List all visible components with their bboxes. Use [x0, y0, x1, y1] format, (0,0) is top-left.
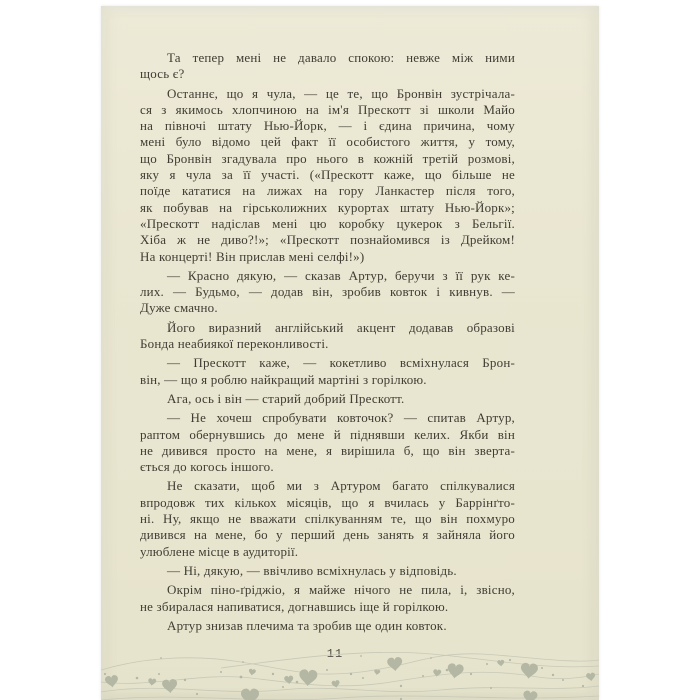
text-line: не дивився просто на мене, я вирішила б, що він зверта-	[140, 442, 515, 458]
heart-icon	[148, 678, 157, 686]
garland-dot	[422, 675, 424, 677]
hearts-garland	[101, 644, 599, 700]
wave-line	[101, 686, 599, 692]
text-line: він, — що я роблю найкращий мартіні з горілкою.	[140, 371, 427, 387]
text-line: Не сказати, щоб ми з Артуром багато спілкувалися	[167, 478, 515, 494]
text-line: не збиралася напиватися, догнавшись іще й горілкою.	[140, 598, 449, 614]
text-line: поїде кататися на лижах на гору Ланкастер після того,	[140, 183, 515, 199]
paragraph	[140, 391, 515, 407]
garland-dot	[296, 681, 299, 684]
paragraph	[140, 618, 515, 634]
garland-dot	[400, 685, 402, 687]
garland-dot	[196, 693, 198, 695]
garland-dot	[220, 671, 222, 673]
garland-dot	[326, 669, 328, 671]
paragraph	[140, 50, 515, 83]
garland-dot	[562, 679, 564, 681]
heart-icon	[105, 675, 120, 689]
heart-icon	[497, 660, 505, 667]
heart-icon	[162, 679, 178, 694]
heart-icon	[523, 690, 538, 700]
text-line: На концерті! Він прислав мені селфі!»)	[140, 248, 365, 264]
garland-dot	[104, 673, 106, 675]
paragraph	[140, 563, 515, 579]
paragraph	[140, 410, 515, 475]
paragraph	[140, 478, 515, 559]
text-line: «Прескотт надіслав мені цю коробку цукерок з Бельгії.	[140, 215, 515, 231]
garland-dot	[541, 667, 543, 669]
paragraph	[140, 86, 515, 265]
garland-dot	[362, 677, 364, 679]
heart-icon	[248, 668, 256, 676]
garland-dot	[272, 673, 274, 675]
text-line: мені було відомо цей факт її особистого життя, у тому,	[140, 134, 515, 150]
text-line: на півночі штату Нью-Йорк, — і єдина причина, чому	[140, 118, 515, 134]
text-line: Останнє, що я чула, — це те, що Бронвін зустрічала-	[167, 85, 515, 101]
text-line: — Красно дякую, — сказав Артур, беручи з її рук ке-	[167, 267, 515, 283]
text-line: Ага, ось і він — старий добрий Прескотт.	[167, 390, 405, 406]
page-number: 11	[326, 647, 344, 661]
text-line: ся з якимось хлопчиною на ім'я Прескотт зі школи Майо	[140, 101, 515, 117]
text-line: дивився на мене, бо у перший день занять я зайняла його	[140, 527, 515, 543]
text-line: — Не хочеш спробувати ковточок? — спитав Артур,	[167, 410, 515, 426]
garland-dot	[184, 679, 186, 681]
text-line: яку я чула за її участі. («Прескотт каже, що більше не	[140, 167, 515, 183]
heart-icon	[586, 672, 596, 681]
text-line: Його виразний англійський акцент додавав образові	[167, 319, 515, 335]
text-line: раптом обернувшись до мене й піднявши келих. Якби він	[140, 426, 515, 442]
text-line: щось є?	[140, 66, 185, 82]
garland-dot	[282, 686, 284, 688]
garland-dot	[360, 655, 362, 657]
text-line: Окрім піно-ґріджіо, я майже нічого не пила, і, звісно,	[167, 582, 515, 598]
garland-dot	[486, 663, 488, 665]
text-line: Дуже смачно.	[140, 300, 218, 316]
garland-dot	[509, 659, 511, 661]
text-line: — Ні, дякую, — ввічливо всміхнулась у відповідь.	[167, 562, 457, 578]
text-line: ні. Ну, якщо не вважати спілкуванням те, що він похмуро	[140, 511, 515, 527]
garland-dot	[430, 657, 432, 659]
garland-dot	[242, 661, 244, 663]
paragraph	[140, 268, 515, 317]
garland-dot	[136, 677, 139, 680]
heart-icon	[241, 689, 259, 700]
text-line: Артур знизав плечима та зробив ще один ковток.	[167, 617, 447, 633]
wave-line	[221, 652, 599, 668]
paragraph	[140, 355, 515, 388]
paragraph	[140, 320, 515, 353]
text-line: впродовж тих кількох місяців, що я вчилась у Баррінґто-	[140, 494, 515, 510]
garland-dot	[490, 687, 492, 689]
garland-dot	[470, 673, 472, 675]
text-line: Хіба ж не диво?!»; «Прескотт познайомився із Дрейком!	[140, 232, 515, 248]
text-line: ється до когось іншого.	[140, 459, 274, 475]
text-line: Бонда неабиякої переконливості.	[140, 336, 329, 352]
garland-dot	[552, 674, 554, 676]
heart-icon	[331, 680, 340, 689]
text-line: що Бронвін згадувала про нього в кожній третій розмові,	[140, 150, 515, 166]
heart-icon	[374, 669, 381, 675]
heart-icon	[387, 657, 403, 672]
text-line: — Прескотт каже, — кокетливо всміхнулася Брон-	[167, 355, 515, 371]
text-line: як побував на гірськолижних курортах штату Нью-Йорк»;	[140, 199, 515, 215]
garland-dot	[446, 669, 449, 672]
text-line: лих. — Будьмо, — додав він, зробив ковток і кивнув. —	[140, 284, 515, 300]
book-page	[101, 6, 599, 700]
garland-dot	[350, 673, 352, 675]
garland-dot	[158, 673, 160, 675]
garland-dot	[240, 676, 243, 679]
text-line: улюблене місце в аудиторії.	[140, 543, 299, 559]
paragraph	[140, 582, 515, 615]
heart-icon	[446, 663, 464, 680]
text-block	[140, 50, 515, 634]
garland-dot	[582, 685, 584, 687]
garland-dot	[160, 657, 162, 659]
text-line: Та тепер мені не давало спокою: невже між ними	[167, 50, 515, 65]
